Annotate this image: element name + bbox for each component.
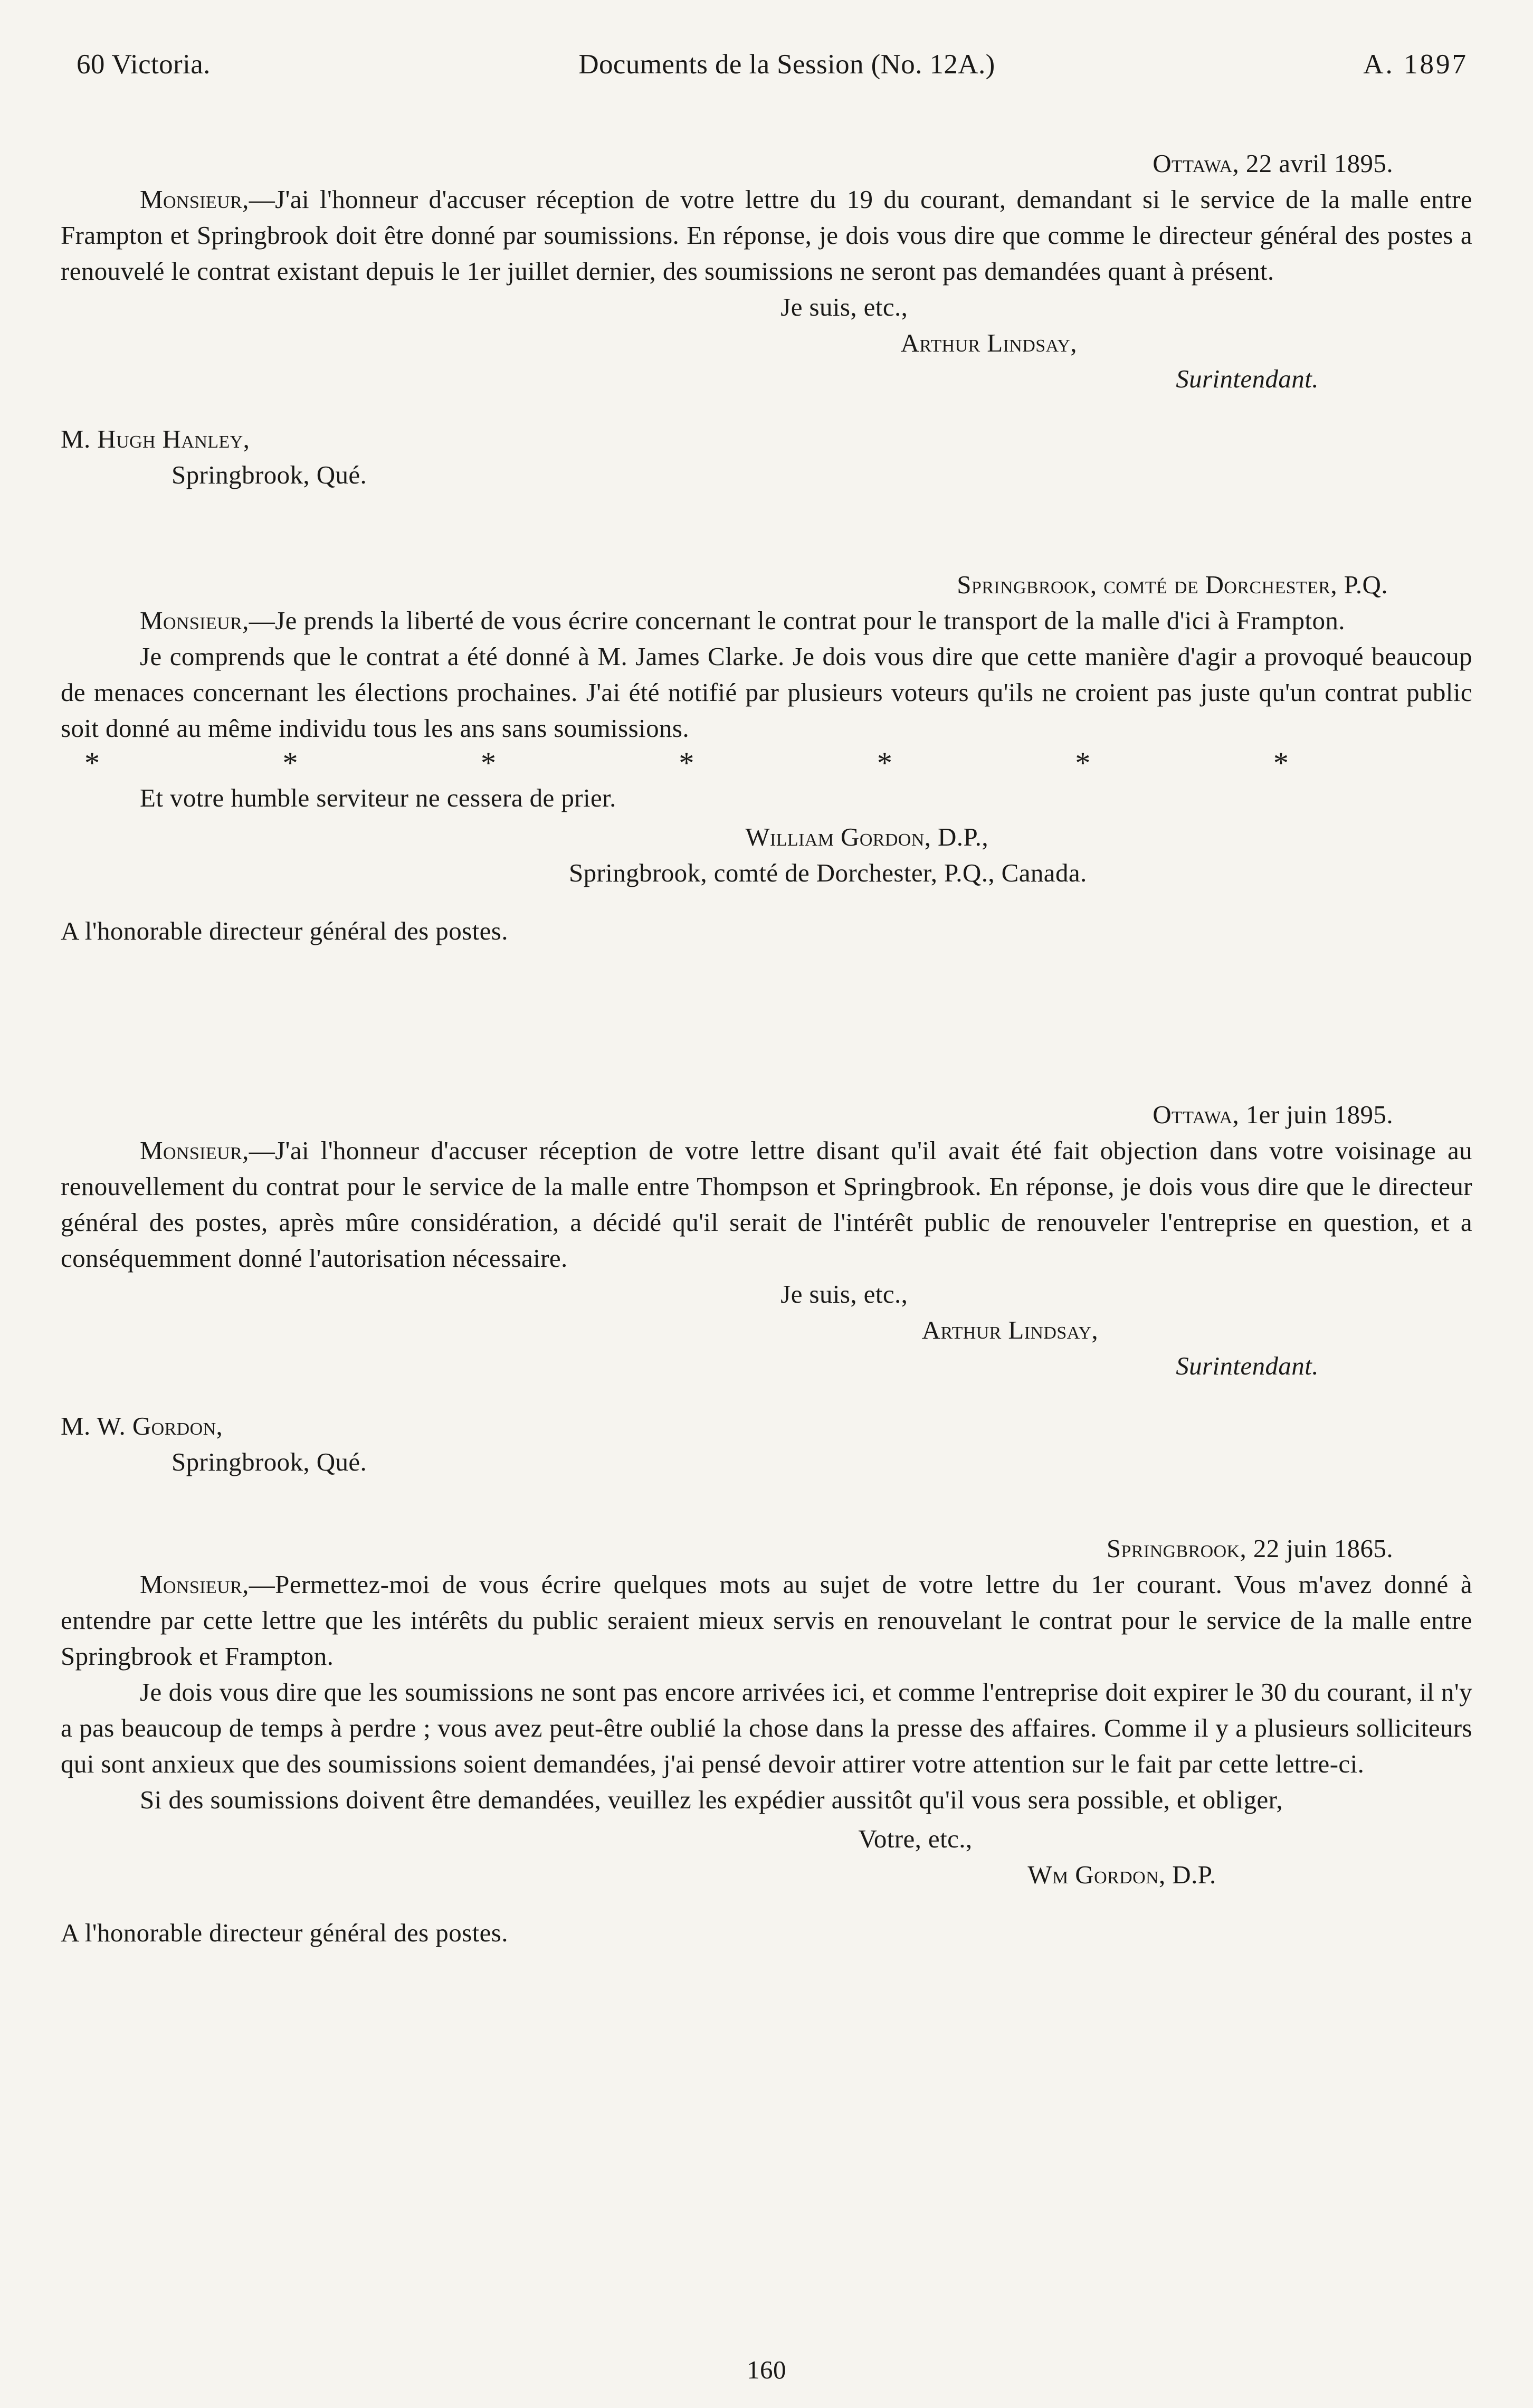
addressee-name	[61, 1408, 1472, 1444]
addressee-place: Springbrook, Qué.	[172, 460, 367, 489]
addressee-prefix: M.	[61, 424, 98, 453]
dateline-date: 22 juin 1865.	[1246, 1534, 1393, 1563]
page-footer	[61, 2352, 1472, 2388]
asterisk: *	[480, 746, 497, 780]
asterisk: *	[84, 746, 100, 780]
letter-ottawa-avril-1895	[61, 146, 1472, 493]
dateline-date: 22 avril 1895.	[1239, 149, 1393, 178]
signature-address: Springbrook, comté de Dorchester, P.Q., Canada.	[569, 858, 1087, 887]
letter-paragraph: Si des soumissions doivent être demandées, veuillez les expédier aussitôt qu'il vous sera possible, et obliger,	[140, 1785, 1283, 1814]
signature-name: Arthur Lindsay,	[900, 328, 1077, 357]
asterisk: *	[679, 746, 694, 780]
salutation: Monsieur,	[140, 1136, 249, 1165]
running-header	[61, 46, 1472, 82]
asterisk: *	[1075, 746, 1091, 780]
letter-ottawa-juin-1895	[61, 1097, 1472, 1480]
letter-springbrook-dorchester	[61, 567, 1472, 949]
dateline-place: Ottawa,	[1153, 149, 1240, 178]
header-year: A. 1897	[1363, 49, 1468, 80]
asterisk: *	[877, 746, 893, 780]
asterisk-separator	[61, 746, 1289, 780]
salutation: Monsieur,	[140, 606, 249, 635]
letter-paragraph: Je comprends que le contrat a été donné à M. James Clarke. Je dois vous dire que cette manière d'agir a provoqué beaucoup de menaces concernant les élections prochaines. J'ai été notifié par plusieurs voteurs qu'ils ne croient pas juste qu'un contrat public soit donné au même individu tous les ans sans soumissions.	[61, 642, 1472, 743]
letter-paragraph	[61, 1133, 1472, 1276]
addressee-line: A l'honorable directeur général des postes.	[61, 1918, 508, 1947]
letter-paragraph	[61, 1567, 1472, 1674]
signature-name: Wm Gordon, D.P.	[1027, 1860, 1216, 1889]
letter-paragraph	[61, 603, 1472, 639]
addressee-block	[61, 1408, 1472, 1480]
paragraph-text: —Je prends la liberté de vous écrire concernant le contrat pour le transport de la malle d'ici à Frampton.	[249, 606, 1345, 635]
addressee-block	[61, 421, 1472, 493]
addressee-line: A l'honorable directeur général des postes.	[61, 916, 508, 945]
dateline	[61, 1097, 1472, 1133]
letter-paragraph: Je dois vous dire que les soumissions ne sont pas encore arrivées ici, et comme l'entreprise doit expirer le 30 du courant, il n'y a pas beaucoup de temps à perdre ; vous avez peut-être oublié la chose dans la presse des affaires. Comme il y a plusieurs solliciteurs qui sont anxieux que des soumissions soient demandées, j'ai pensé devoir attirer votre attention sur le fait par cette lettre-ci.	[61, 1677, 1472, 1778]
signature-name: Arthur Lindsay,	[921, 1315, 1099, 1344]
asterisk: *	[282, 746, 298, 780]
salutation: Monsieur,	[140, 185, 249, 214]
addressee-name-text: Hugh Hanley,	[97, 424, 250, 453]
dateline	[61, 1531, 1472, 1567]
letter-paragraph: Et votre humble serviteur ne cessera de prier.	[140, 783, 616, 812]
addressee-name	[61, 421, 1472, 457]
salutation: Monsieur,	[140, 1570, 249, 1599]
dateline-date: 1er juin 1895.	[1239, 1100, 1393, 1129]
addressee-name-text: Gordon,	[132, 1411, 223, 1440]
signature-title: Surintendant.	[1176, 1351, 1319, 1380]
closing-phrase: Je suis, etc.,	[780, 292, 908, 321]
paragraph-text: —J'ai l'honneur d'accuser réception de votre lettre du 19 du courant, demandant si le service de la malle entre Frampton et Springbrook doit être donné par soumissions. En réponse, je dois vous dire que comme le directeur général des postes a renouvelé le contrat existant depuis le 1er juillet dernier, des soumissions ne seront pas demandées quant à présent.	[61, 185, 1472, 286]
closing-phrase: Votre, etc.,	[858, 1824, 973, 1853]
signature-name: William Gordon, D.P.,	[745, 822, 988, 851]
paragraph-text: —Permettez-moi de vous écrire quelques mots au sujet de votre lettre du 1er courant. Vous m'avez donné à entendre par cette lettre que les intérêts du public seraient mieux servis en renouvelant le contrat pour le service de la malle entre Springbrook et Frampton.	[61, 1570, 1472, 1671]
header-title: Documents de la Session (No. 12A.)	[578, 49, 995, 80]
signature-title: Surintendant.	[1176, 364, 1319, 393]
paragraph-text: —J'ai l'honneur d'accuser réception de votre lettre disant qu'il avait été fait objection dans votre voisinage au renouvellement du contrat pour le service de la malle entre Thompson et Springbrook. En réponse, je dois vous dire que le directeur général des postes, après mûre considération, a décidé qu'il serait de l'intérêt public de renouveler l'entreprise en question, et a conséquemment donné l'autorisation nécessaire.	[61, 1136, 1472, 1273]
addressee-prefix: M. W.	[61, 1411, 132, 1440]
page-number: 160	[747, 2355, 786, 2384]
dateline-place: Ottawa,	[1153, 1100, 1240, 1129]
closing-phrase: Je suis, etc.,	[780, 1279, 908, 1309]
letter-springbrook-juin	[61, 1531, 1472, 1951]
letter-paragraph	[61, 182, 1472, 289]
header-volume: 60 Victoria.	[77, 49, 211, 80]
dateline: Springbrook, comté de Dorchester, P.Q.	[957, 570, 1388, 599]
dateline	[61, 146, 1472, 182]
addressee-place: Springbrook, Qué.	[172, 1447, 367, 1476]
asterisk: *	[1273, 746, 1289, 780]
dateline-place: Springbrook,	[1106, 1534, 1247, 1563]
